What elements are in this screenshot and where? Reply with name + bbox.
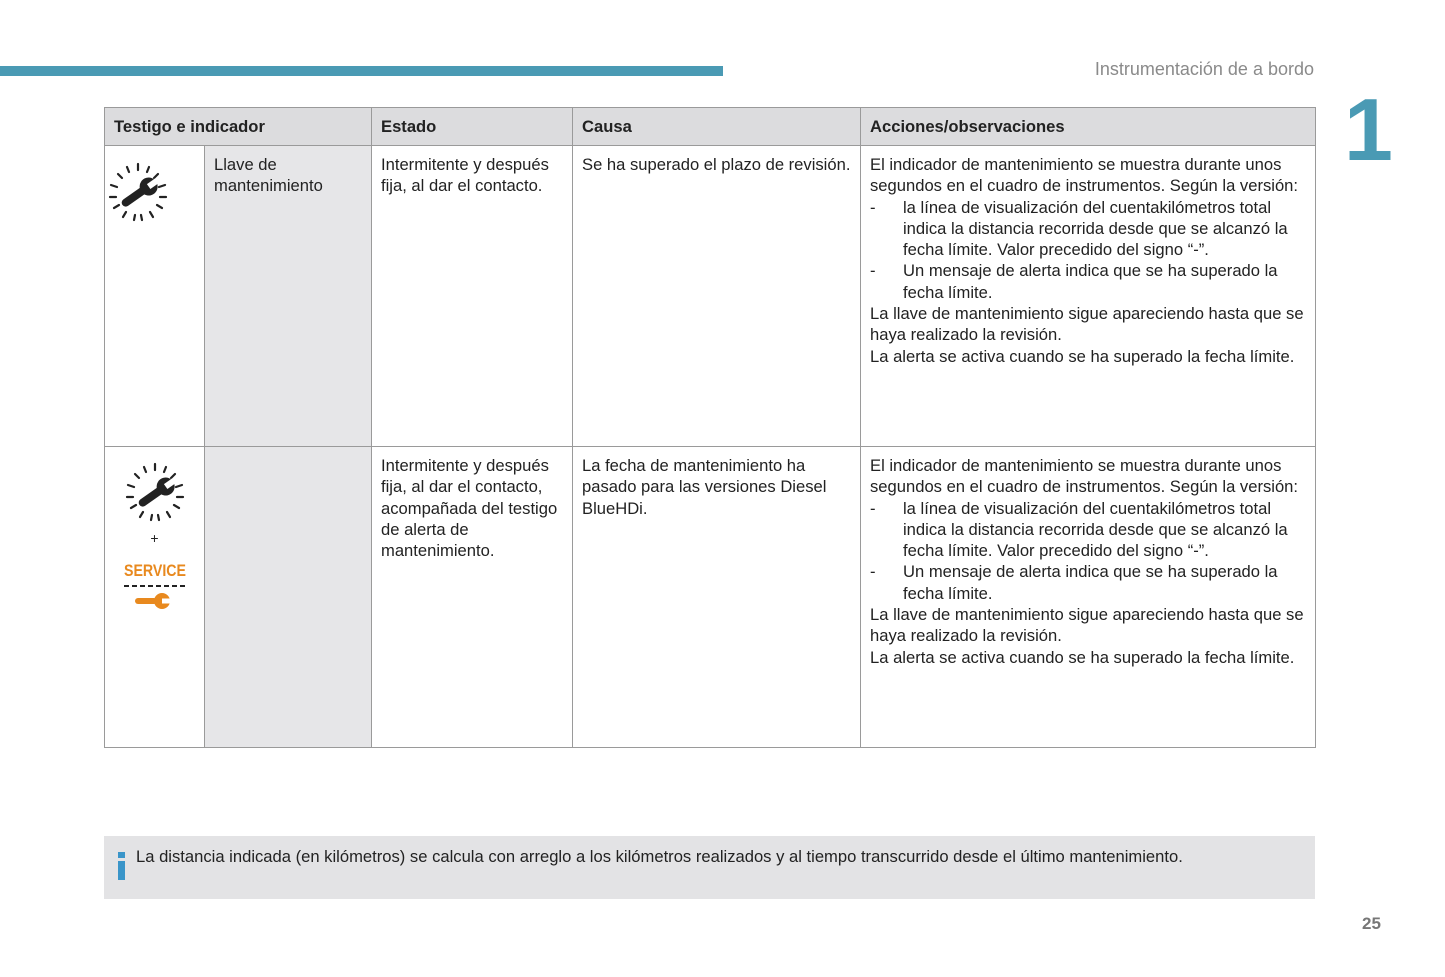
acciones-paragraph: La llave de mantenimiento sigue apareciendo hasta que se haya realizado la revisión. (870, 304, 1304, 345)
acciones-paragraph: La llave de mantenimiento sigue apareciendo hasta que se haya realizado la revisión. (870, 605, 1304, 646)
indicator-label (205, 447, 372, 748)
plus-sign: + (150, 530, 159, 546)
indicator-icon-cell (105, 447, 205, 748)
list-item: - Un mensaje de alerta indica que se ha superado la fecha límite. (870, 260, 1306, 303)
page-number: 25 (1362, 914, 1381, 933)
estado-cell: Intermitente y después fija, al dar el contacto. (372, 146, 573, 447)
service-warning-icon (120, 560, 190, 616)
acciones-paragraph: La alerta se activa cuando se ha superado la fecha límite. (870, 647, 1295, 667)
list-item: - la línea de visualización del cuentakilómetros total indica la distancia recorrida desde que se alcanzó la fecha límite. Valor precedido del signo “-”. (870, 498, 1306, 562)
acciones-intro: El indicador de mantenimiento se muestra durante unos segundos en el cuadro de instrumentos. Según la versión: (870, 155, 1299, 196)
causa-cell: La fecha de mantenimiento ha pasado para las versiones Diesel BlueHDi. (573, 447, 861, 748)
header-testigo: Testigo e indicador (105, 108, 372, 146)
header-acciones: Acciones/observaciones (861, 108, 1316, 146)
acciones-cell (861, 146, 1316, 447)
acciones-cell (861, 447, 1316, 748)
indicator-icon-cell (105, 146, 205, 447)
table-row (105, 146, 1316, 447)
info-text: La distancia indicada (en kilómetros) se calcula con arreglo a los kilómetros realizados y al tiempo transcurrido desde el último mantenimiento. (136, 847, 1183, 866)
header-accent-bar (0, 66, 723, 76)
table-header-row (105, 108, 1316, 146)
list-item: - la línea de visualización del cuentakilómetros total indica la distancia recorrida desde que se alcanzó la fecha límite. Valor precedido del signo “-”. (870, 197, 1306, 261)
causa-cell: Se ha superado el plazo de revisión. (573, 146, 861, 447)
indicator-table (104, 107, 1316, 748)
acciones-list (870, 498, 1306, 604)
chapter-number: 1 (1344, 80, 1393, 179)
maintenance-wrench-icon (105, 160, 171, 226)
indicator-label: Llave de mantenimiento (205, 146, 372, 447)
header-estado: Estado (372, 108, 573, 146)
acciones-paragraph: La alerta se activa cuando se ha superado la fecha límite. (870, 346, 1295, 366)
estado-cell: Intermitente y después fija, al dar el contacto, acompañada del testigo de alerta de mantenimiento. (372, 447, 573, 748)
table-row (105, 447, 1316, 748)
list-item: - Un mensaje de alerta indica que se ha superado la fecha límite. (870, 561, 1306, 604)
acciones-intro: El indicador de mantenimiento se muestra durante unos segundos en el cuadro de instrumentos. Según la versión: (870, 456, 1299, 497)
acciones-list (870, 197, 1306, 303)
info-icon (116, 851, 128, 881)
section-title: Instrumentación de a bordo (1094, 59, 1314, 79)
maintenance-wrench-icon (122, 460, 188, 526)
service-label: SERVICE (123, 561, 186, 580)
header-causa: Causa (573, 108, 861, 146)
info-note (104, 836, 1315, 899)
